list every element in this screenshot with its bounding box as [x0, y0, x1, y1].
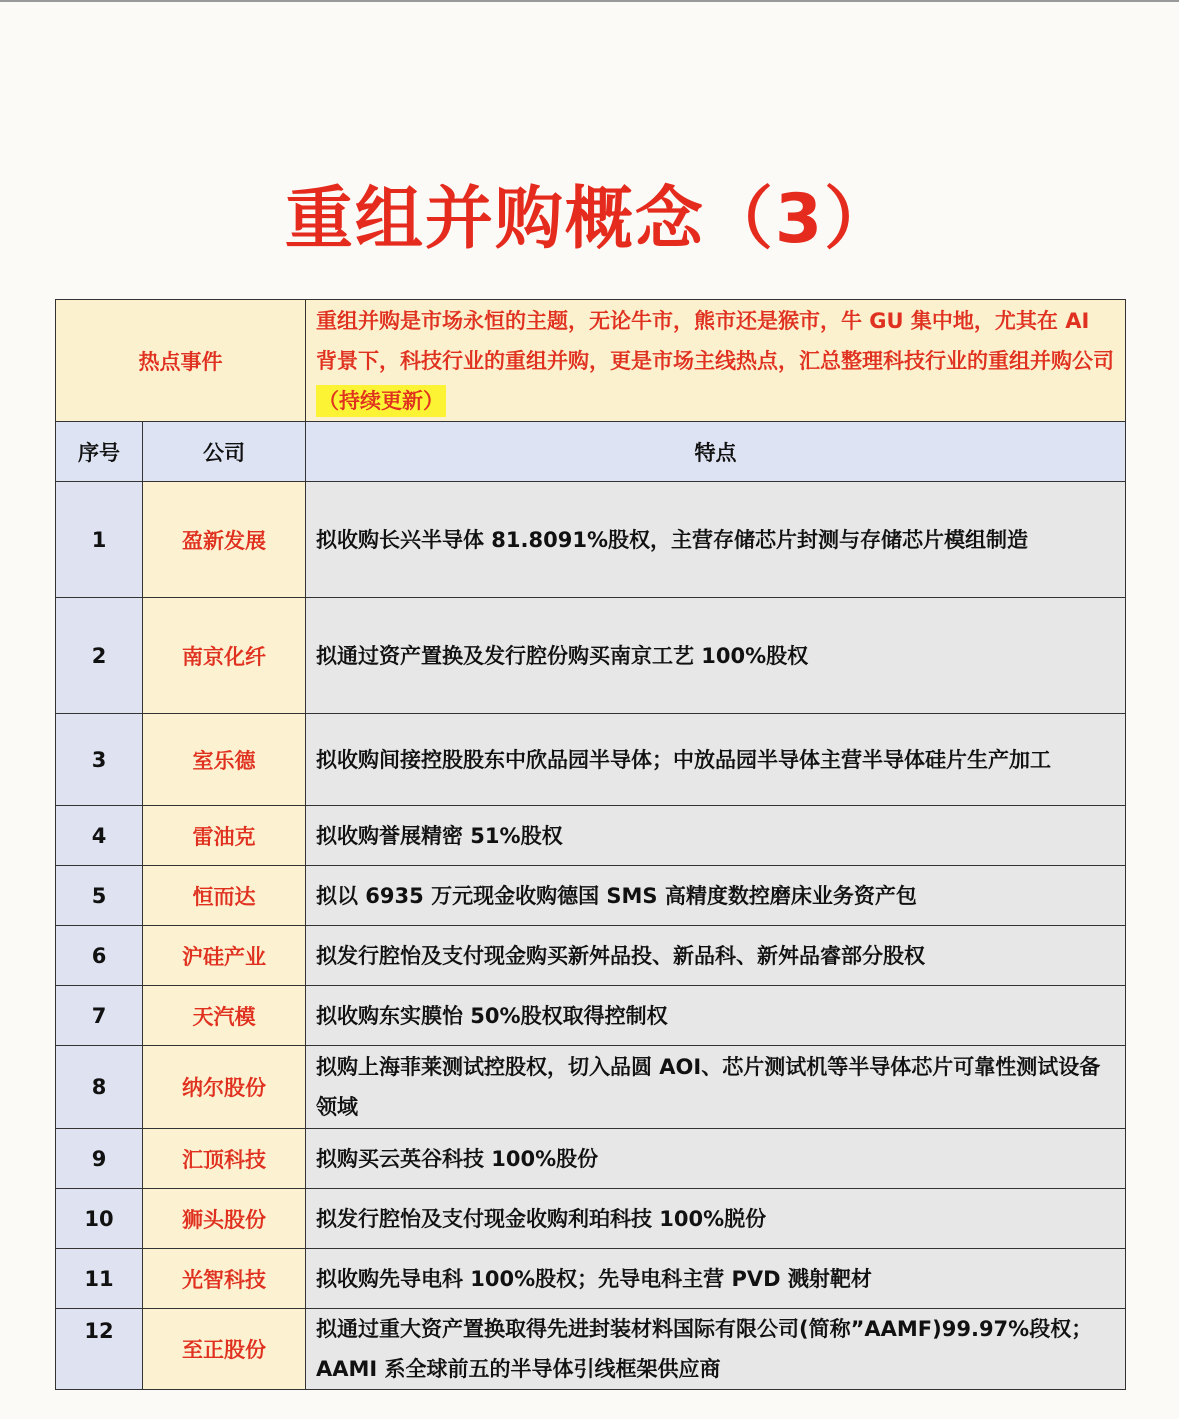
- row-company: 室乐德: [143, 714, 306, 806]
- page-title: 重组并购概念（3）: [284, 180, 895, 259]
- table-row: [56, 1309, 1126, 1390]
- hot-event-text: [306, 300, 1126, 422]
- merger-table: [55, 299, 1126, 1390]
- row-feature: 拟收购间接控股股东中欣品园半导体；中放品园半导体主营半导体硅片生产加工: [306, 714, 1126, 806]
- row-company: 纳尔股份: [143, 1046, 306, 1129]
- row-company: 沪硅产业: [143, 926, 306, 986]
- row-feature: 拟发行腔怡及支付现金购买新舛品投、新品科、新舛品睿部分股权: [306, 926, 1126, 986]
- row-feature: 拟以 6935 万元现金收购德国 SMS 高精度数控磨床业务资产包: [306, 866, 1126, 926]
- row-seq: 8: [56, 1046, 143, 1129]
- table-row: [56, 1129, 1126, 1189]
- row-seq: 2: [56, 598, 143, 714]
- hot-event-label: 热点事件: [56, 300, 306, 422]
- table-row: [56, 714, 1126, 806]
- continuous-update-highlight: （持续更新）: [316, 385, 446, 417]
- row-seq: 12: [56, 1309, 143, 1390]
- row-seq: 11: [56, 1249, 143, 1309]
- table-row: [56, 986, 1126, 1046]
- table-row: [56, 806, 1126, 866]
- row-company: 南京化纤: [143, 598, 306, 714]
- hot-event-row: [56, 300, 1126, 422]
- row-company: 至正股份: [143, 1309, 306, 1390]
- row-company: 盈新发展: [143, 482, 306, 598]
- row-seq: 4: [56, 806, 143, 866]
- row-seq: 6: [56, 926, 143, 986]
- row-seq: 1: [56, 482, 143, 598]
- header-row: [56, 422, 1126, 482]
- table-row: [56, 482, 1126, 598]
- row-company: 恒而达: [143, 866, 306, 926]
- table-row: [56, 1249, 1126, 1309]
- row-feature: 拟购上海菲莱测试控股权，切入品圆 AOI、芯片测试机等半导体芯片可靠性测试设备领域: [306, 1046, 1126, 1129]
- row-seq: 3: [56, 714, 143, 806]
- header-seq: 序号: [56, 422, 143, 482]
- row-feature: 拟通过资产置换及发行腔份购买南京工艺 100%股权: [306, 598, 1126, 714]
- row-company: 天汽模: [143, 986, 306, 1046]
- row-feature: 拟通过重大资产置换取得先进封装材料国际有限公司(简称”AAMF)99.97%段权；AAMI 系全球前五的半导体引线框架供应商: [306, 1309, 1126, 1390]
- top-divider: [0, 0, 1179, 2]
- row-seq: 7: [56, 986, 143, 1046]
- row-seq: 5: [56, 866, 143, 926]
- table-row: [56, 866, 1126, 926]
- table-row: [56, 598, 1126, 714]
- header-feature: 特点: [306, 422, 1126, 482]
- row-feature: 拟购买云英谷科技 100%股份: [306, 1129, 1126, 1189]
- row-feature: 拟收购东实膜怡 50%股权取得控制权: [306, 986, 1126, 1046]
- row-seq: 10: [56, 1189, 143, 1249]
- row-feature: 拟收购长兴半导体 81.8091%股权，主营存储芯片封测与存储芯片模组制造: [306, 482, 1126, 598]
- table-row: [56, 926, 1126, 986]
- row-company: 光智科技: [143, 1249, 306, 1309]
- header-company: 公司: [143, 422, 306, 482]
- table-row: [56, 1189, 1126, 1249]
- row-feature: 拟收购誉展精密 51%股权: [306, 806, 1126, 866]
- table-row: [56, 1046, 1126, 1129]
- row-seq: 9: [56, 1129, 143, 1189]
- row-company: 雷油克: [143, 806, 306, 866]
- row-feature: 拟发行腔怡及支付现金收购利珀科技 100%脱份: [306, 1189, 1126, 1249]
- row-company: 汇顶科技: [143, 1129, 306, 1189]
- row-feature: 拟收购先导电科 100%股权；先导电科主营 PVD 溅射靶材: [306, 1249, 1126, 1309]
- row-company: 狮头股份: [143, 1189, 306, 1249]
- hot-event-description: 重组并购是市场永恒的主题，无论牛市，熊市还是猴市，牛 GU 集中地，尤其在 AI 背景下，科技行业的重组并购，更是市场主线热点，汇总整理科技行业的重组并购公司: [316, 308, 1114, 373]
